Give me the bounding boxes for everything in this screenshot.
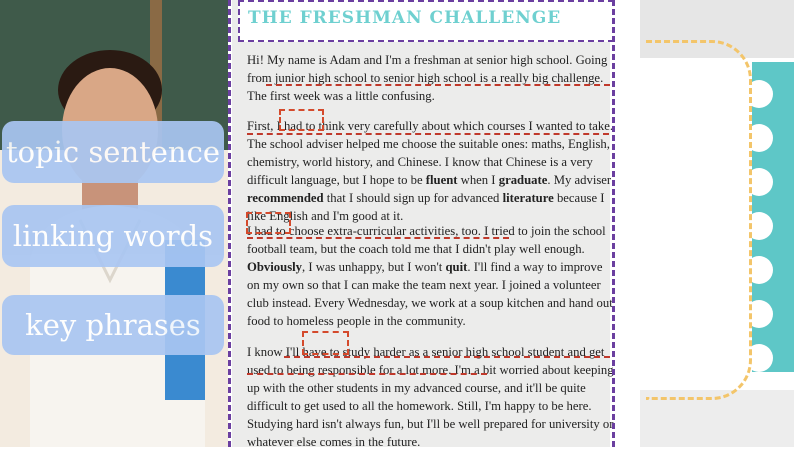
topic-sentence-label: topic sentence bbox=[2, 121, 224, 183]
paragraph-courses-text-d: that I should sign up for advanced bbox=[323, 191, 503, 205]
paragraph-courses-text-e: because I like English and I'm good at it. bbox=[247, 191, 605, 223]
topic-underline-3 bbox=[247, 237, 509, 239]
topic-underline-4 bbox=[284, 356, 610, 358]
keyword-graduate: graduate bbox=[498, 173, 548, 187]
paragraph-future: I know I'll have to study harder as a senior high school student and get used to being responsible for a lot more. I'm a bit worried about keeping up with the other students in my advanced course, and it'll be quite difficult to get used to all the homework. Still, I'm happy to be here. Studying hard isn't always fun, but I'll be well prepared for university or whatever else comes in the future. bbox=[247, 345, 614, 449]
linking-words-label: linking words bbox=[2, 205, 224, 267]
right-dashed-border bbox=[612, 0, 615, 447]
topic-underline-1 bbox=[266, 84, 610, 86]
linking-word-box-2 bbox=[246, 212, 291, 234]
page-title: THE FRESHMAN CHALLENGE bbox=[248, 8, 562, 28]
photo-panel bbox=[0, 0, 228, 447]
left-dashed-border bbox=[228, 0, 231, 447]
keyword-obviously: Obviously bbox=[247, 260, 302, 274]
paragraph-courses-text-a: First, I had to think very carefully about which courses I wanted to take. The school adviser helped me choose the suitable ones: maths, English, chemistry, world history, and Chinese. I know that Chinese is a very difficult language, but I hope to be bbox=[247, 119, 614, 187]
paragraph-courses-text-c: . My adviser bbox=[547, 173, 612, 187]
keyword-recommended: recommended bbox=[247, 191, 324, 205]
paragraph-courses-text-b: when I bbox=[457, 173, 499, 187]
key-phrases-label: key phrases bbox=[2, 295, 224, 355]
paragraph-activities-text-c: . I'll find a way to improve on my own so that I can make the team next year. I joined a volunteer club instead. Every Wednesday, we work at a soup kitchen and hand out food to homeless people in the community. bbox=[247, 260, 613, 328]
orange-dashed-curve bbox=[646, 40, 752, 400]
linking-word-box-3 bbox=[302, 331, 349, 355]
linking-word-box-1 bbox=[279, 109, 324, 131]
topic-underline-2 bbox=[247, 133, 609, 135]
topic-underline-5 bbox=[247, 373, 487, 375]
paragraph-intro: Hi! My name is Adam and I'm a freshman at senior high school. Going from junior high school to senior high school is a really big challenge. The first week was a little confusing. bbox=[247, 53, 608, 103]
keyword-fluent: fluent bbox=[425, 173, 458, 187]
keyword-quit: quit bbox=[445, 260, 468, 274]
paragraph-activities-text-b: , I was unhappy, but I won't bbox=[302, 260, 446, 274]
paragraph-activities-text-a: I had to choose extra-curricular activities, too. I tried to join the school football team, but the coach told me that I didn't play well enough. bbox=[247, 224, 606, 256]
keyword-literature: literature bbox=[502, 191, 554, 205]
